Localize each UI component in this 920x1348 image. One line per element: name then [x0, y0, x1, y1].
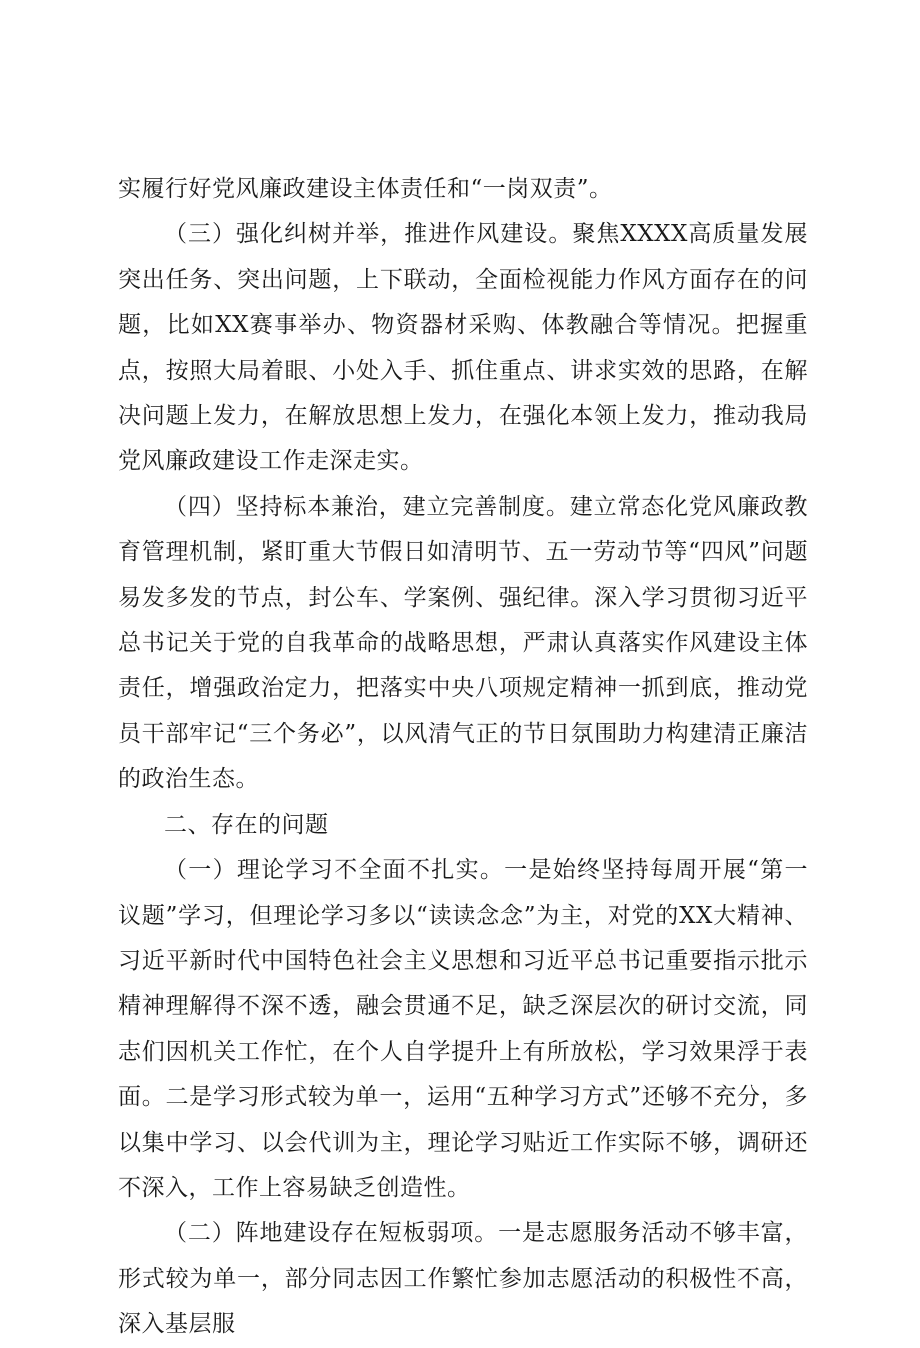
continued-paragraph: 实履行好党风廉政建设主体责任和“一岗双责”。: [118, 176, 613, 202]
paragraph-section-3: （三）强化纠树并举，推进作风建设。聚焦XXXX高质量发展突出任务、突出问题，上下联动，全面检视能力作风方面存在的问题，比如XX赛事举办、物资器材采购、体教融合等情况。把握重点，按照大局着眼、小处入手、抓住重点、讲求实效的思路，在解决问题上发力，在解放思想上发力，在强化本领上发力，推动我局党风廉政建设工作走深走实。: [118, 221, 808, 475]
section-heading-problems: 二、存在的问题: [164, 811, 329, 838]
paragraph-section-4: （四）坚持标本兼治，建立完善制度。建立常态化党风廉政教育管理机制，紧盯重大节假日如清明节、五一劳动节等“四风”问题易发多发的节点，封公车、学案例、强纪律。深入学习贯彻习近平总书记关于党的自我革命的战略思想，严肃认真落实作风建设主体责任，增强政治定力，把落实中央八项规定精神一抓到底，推动党员干部牢记“三个务必”，以风清气正的节日氛围助力构建清正廉洁的政治生态。: [118, 493, 808, 793]
paragraph-problem-2: （二）阵地建设存在短板弱项。一是志愿服务活动不够丰富，形式较为单一，部分同志因工作繁忙参加志愿活动的积极性不高，深入基层服: [118, 1220, 808, 1338]
paragraph-problem-1: （一）理论学习不全面不扎实。一是始终坚持每周开展“第一议题”学习，但理论学习多以“读读念念”为主，对党的XX大精神、习近平新时代中国特色社会主义思想和习近平总书记重要指示批示精神理解得不深不透，融会贯通不足，缺乏深层次的研讨交流，同志们因机关工作忙，在个人自学提升上有所放松，学习效果浮于表面。二是学习形式较为单一，运用“五种学习方式”还够不充分，多以集中学习、以会代训为主，理论学习贴近工作实际不够，调研还不深入，工作上容易缺乏创造性。: [118, 857, 808, 1201]
document-body: [118, 167, 808, 1348]
